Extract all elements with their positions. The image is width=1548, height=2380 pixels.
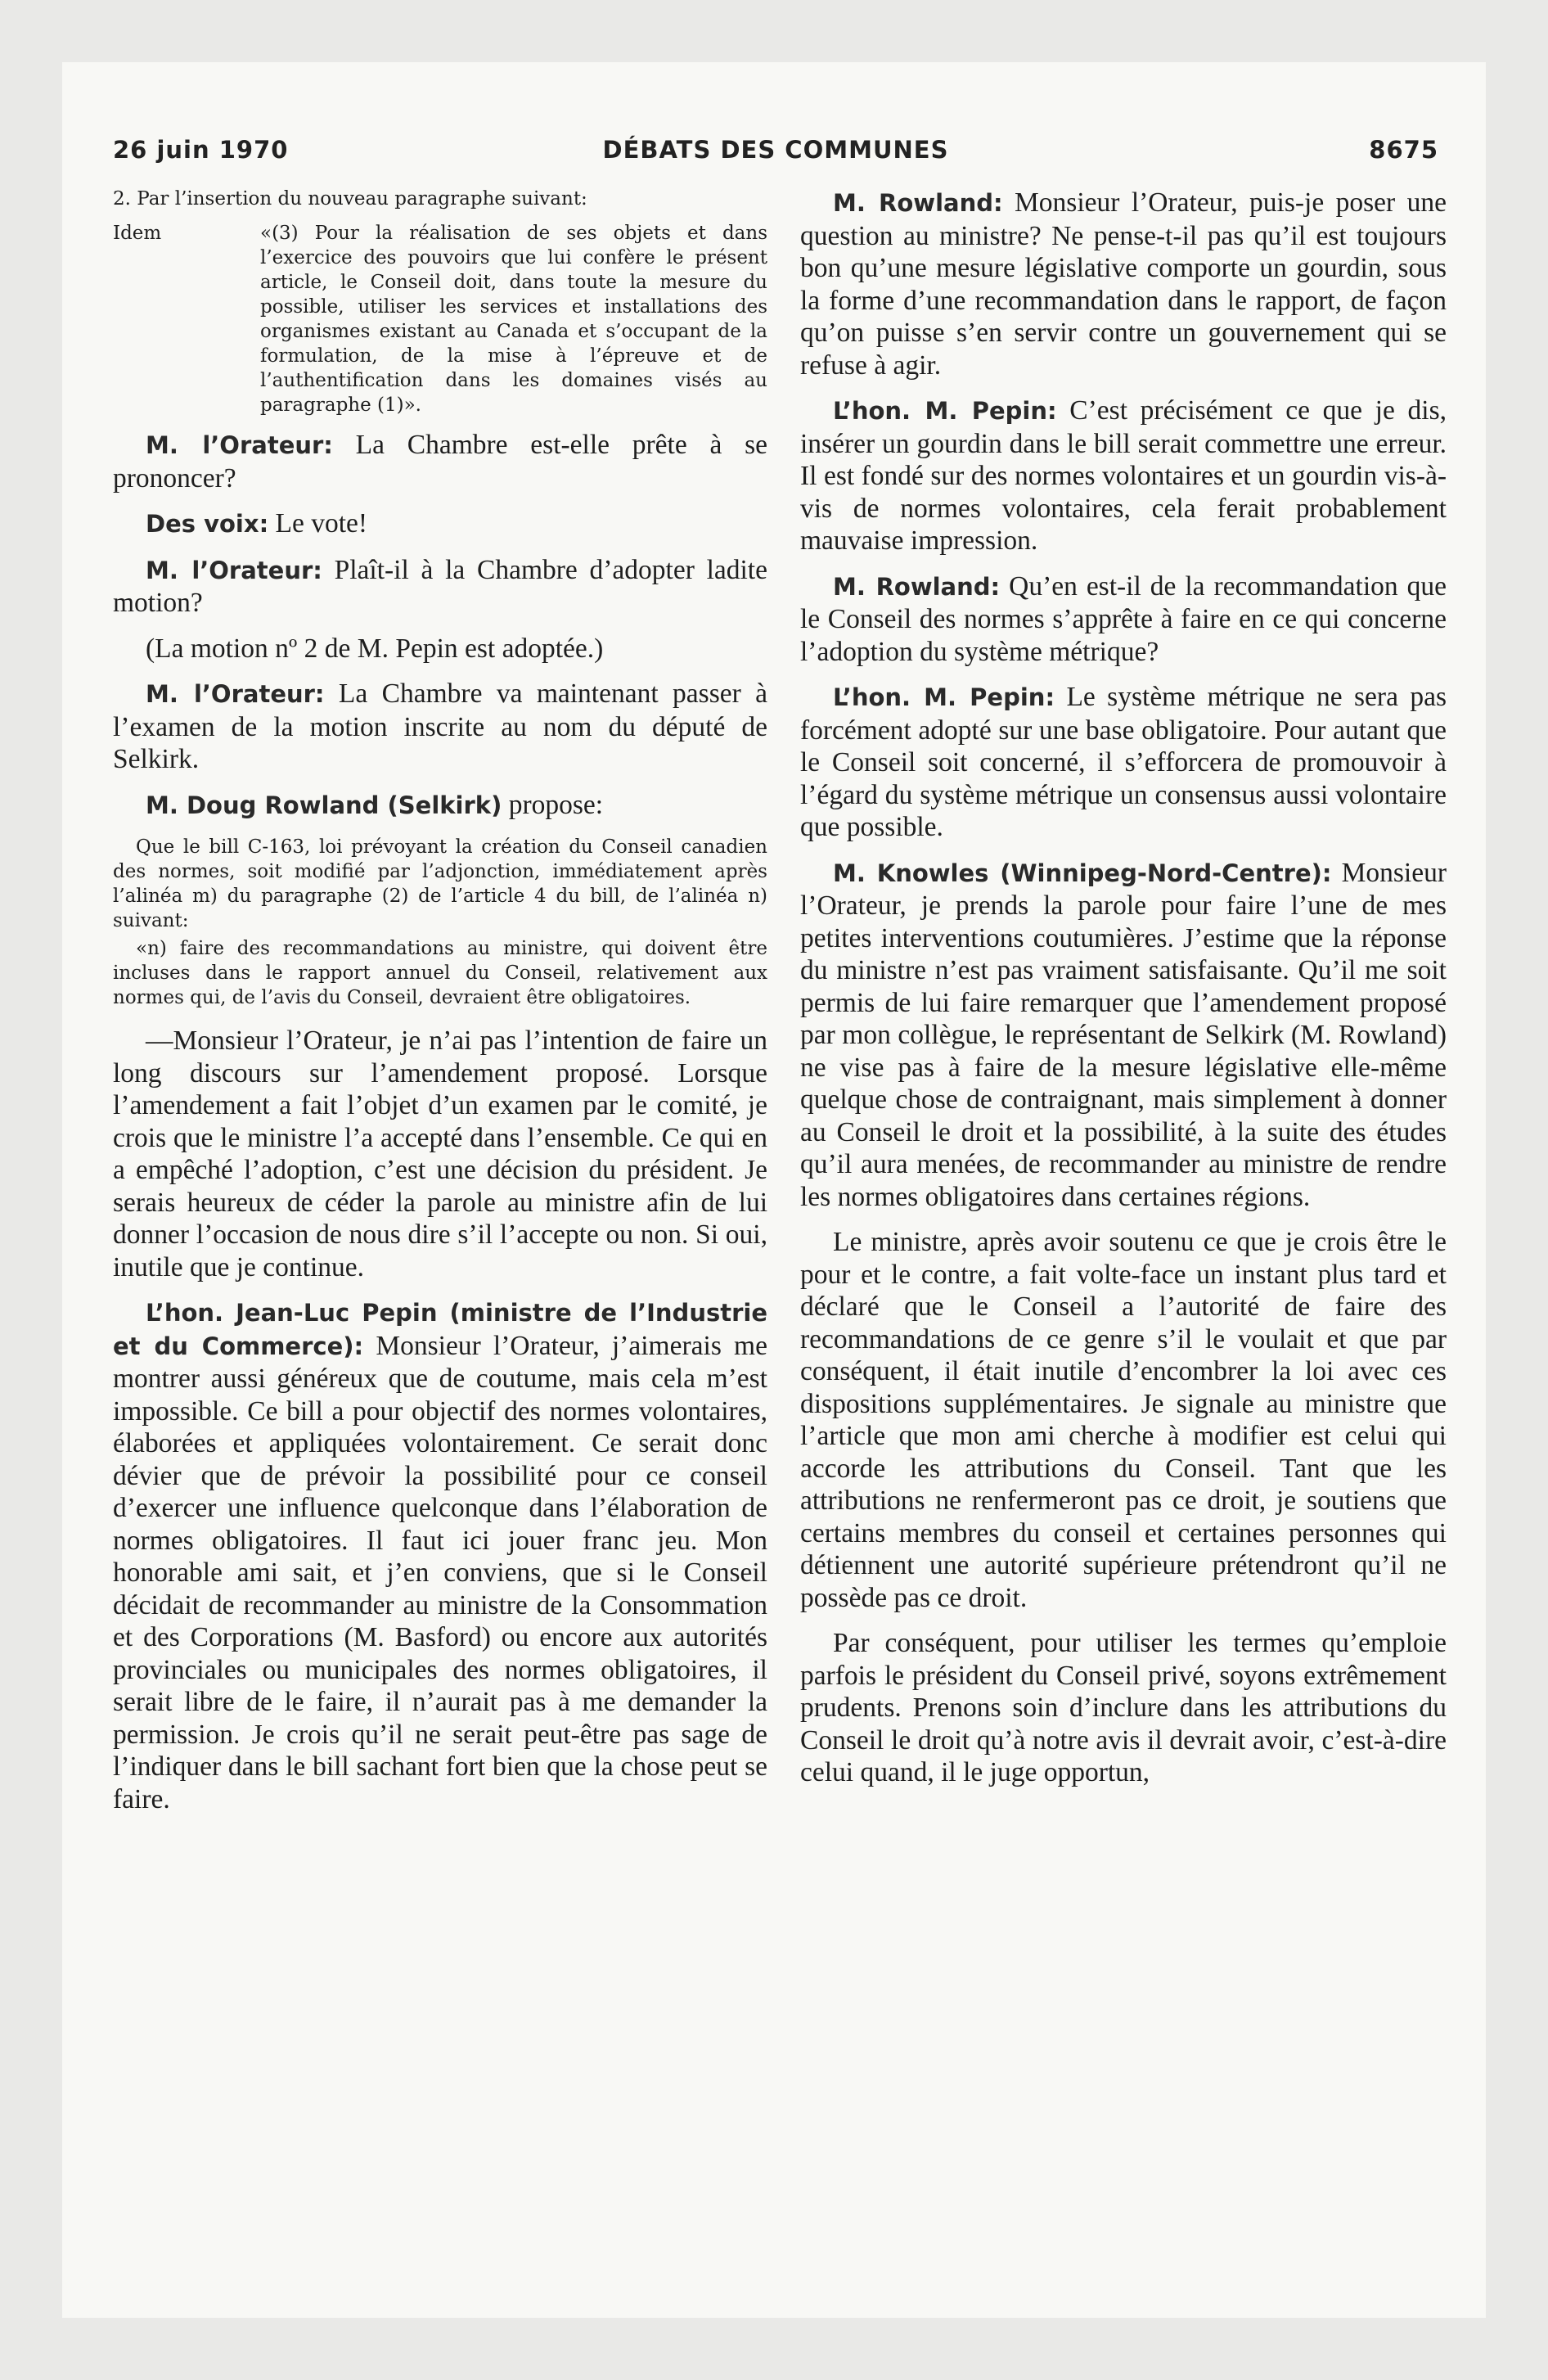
speech-text: Plaît-il à la Chambre d’adopter ladite motion? bbox=[113, 554, 767, 618]
header-title: DÉBATS DES COMMUNES bbox=[602, 136, 949, 164]
speaker-name: M. Rowland: bbox=[833, 572, 1001, 601]
speech-text: propose: bbox=[502, 789, 604, 820]
speaker-name: Des voix: bbox=[146, 510, 269, 538]
page-header bbox=[113, 136, 1438, 172]
idem-clause bbox=[113, 221, 767, 417]
right-column bbox=[800, 187, 1447, 1802]
amendment-clause: «n) faire des recommandations au ministre, qui doivent être incluses dans le rapport annuel du Conseil, relativement aux normes qui, de l’avis du Conseil, devraient être obligatoires. bbox=[113, 938, 767, 1008]
speech-text: Monsieur l’Orateur, puis-je poser une question au ministre? Ne pense-t-il pas qu’il est toujours bon qu’une mesure législative comporte un gourdin, sous la forme d’une recommandation dans le rapport, de façon qu’on puisse s’en servir contre un gouvernement qui se refuse à agir. bbox=[800, 187, 1447, 381]
speech-paragraph bbox=[113, 554, 767, 620]
speaker-name: M. Doug Rowland (Selkirk) bbox=[146, 791, 502, 819]
speech-paragraph: Le ministre, après avoir soutenu ce que je crois être le pour et le contre, a fait volte-face un instant plus tard et déclaré que le Conseil a l’autorité de faire des recommandations de ce genre s’il le voulait et que par conséquent, il était inutile d’encombrer la loi avec ces dispositions supplémentaires. Je signale au ministre que l’article que mon ami cherche à modifier est celui qui accorde les attributions du Conseil. Tant que les attributions ne renfermeront pas ce droit, je soutiens que certains membres du conseil et certaines personnes qui détiennent une autorité supérieure prétendront qu’il ne possède pas ce droit. bbox=[800, 1227, 1447, 1613]
amendment-text: Que le bill C-163, loi prévoyant la création du Conseil canadien des normes, soit modifié par l’adjonction, immédiatement après l’alinéa m) du paragraphe (2) de l’article 4 du bill, de l’alinéa n) suivant: bbox=[113, 836, 767, 931]
speech-paragraph bbox=[113, 507, 767, 541]
speech-text: Monsieur l’Orateur, j’aimerais me montrer aussi généreux que de coutume, mais cela m’est impossible. Ce bill a pour objectif des normes volontaires, élaborées et appliquées volontairement. Ce serait donc dévier que de prévoir la possibilité pour ce conseil d’exercer une influence quelconque dans l’élaboration de normes obligatoires. Il faut ici jouer franc jeu. Mon honorable ami sait, et j’en conviens, que si le Conseil décidait de recommander au ministre de la Consommation et des Corporations (M. Basford) ou encore aux autorités provinciales ou municipales des normes obligatoires, il serait libre de le faire, il n’aurait pas à me demander la permission. Je crois qu’il ne serait peut-être pas sage de l’indiquer dans le bill sachant fort bien que la chose peut se faire. bbox=[113, 1330, 767, 1814]
speaker-name: M. Knowles (Winnipeg-Nord-Centre): bbox=[833, 859, 1332, 887]
idem-label: Idem bbox=[113, 223, 162, 244]
speaker-name: L’hon. M. Pepin: bbox=[833, 397, 1057, 425]
insertion-intro: 2. Par l’insertion du nouveau paragraphe suivant: bbox=[113, 188, 587, 210]
speech-paragraph bbox=[113, 789, 767, 823]
speaker-name: L’hon. Jean-Luc Pepin (ministre de l’Industrie et du Commerce): bbox=[113, 1299, 767, 1360]
left-column bbox=[113, 187, 767, 1828]
speech-text: Qu’en est-il de la recommandation que le Conseil des normes s’apprête à faire en ce qui concerne l’adoption du système métrique? bbox=[800, 570, 1447, 667]
header-page-number: 8675 bbox=[1369, 136, 1438, 164]
speech-paragraph: Par conséquent, pour utiliser les termes qu’emploie parfois le président du Conseil privé, soyons extrêmement prudents. Prenons soin d’inclure dans les attributions du Conseil le droit qu’à notre avis il devrait avoir, c’est-à-dire celui quand, il le juge opportun, bbox=[800, 1628, 1447, 1787]
speech-text: La Chambre va maintenant passer à l’examen de la motion inscrite au nom du député de Selkirk. bbox=[113, 678, 768, 774]
speaker-name: M. Rowland: bbox=[833, 189, 1003, 217]
header-date: 26 juin 1970 bbox=[113, 136, 289, 164]
speaker-name: M. l’Orateur: bbox=[146, 680, 325, 708]
speech-paragraph: —Monsieur l’Orateur, je n’ai pas l’intention de faire un long discours sur l’amendement proposé. Lorsque l’amendement a fait l’objet d’un examen par le comité, je crois que le ministre l’a accepté dans l’ensemble. Ce qui en a empêché l’adoption, c’est une décision du président. Je serais heureux de céder la parole au ministre afin de lui donner l’occasion de nous dire s’il l’accepte ou non. Si oui, inutile que je continue. bbox=[113, 1025, 767, 1282]
speech-text: Le système métrique ne sera pas forcément adopté sur une base obligatoire. Pour autant que le Conseil soit concerné, il s’efforcera de promouvoir à l’égard du système métrique un consensus aussi volontaire que possible. bbox=[800, 682, 1447, 842]
procedural-note: (La motion nº 2 de M. Pepin est adoptée.) bbox=[146, 633, 604, 664]
speech-paragraph bbox=[113, 1296, 767, 1815]
idem-text: «(3) Pour la réalisation de ses objets et dans l’exercice des pouvoirs que lui confère le présent article, le Conseil doit, dans toute la mesure du possible, utiliser les services et installations des organismes existant au Canada et s’occupant de la formulation, de la mise à l’épreuve et de l’authentification dans les domaines visés au paragraphe (1)». bbox=[260, 223, 767, 416]
speech-paragraph bbox=[800, 681, 1447, 844]
speech-paragraph bbox=[800, 570, 1447, 669]
speaker-name: L’hon. M. Pepin: bbox=[833, 683, 1055, 711]
speaker-name: M. l’Orateur: bbox=[146, 556, 322, 584]
speech-paragraph bbox=[113, 678, 767, 776]
speech-paragraph bbox=[800, 187, 1447, 381]
speech-paragraph bbox=[113, 429, 767, 494]
speech-text: La Chambre est-elle prête à se prononcer? bbox=[113, 430, 767, 494]
speech-text: C’est précisément ce que je dis, insérer un gourdin dans le bill serait commettre une erreur. Il est fondé sur des normes volontaires et un gourdin vis-à-vis de normes volontaires, cela ferait probablement mauvaise impression. bbox=[800, 395, 1447, 556]
speech-paragraph bbox=[800, 394, 1447, 557]
speaker-name: M. l’Orateur: bbox=[146, 431, 333, 459]
speech-text: Le vote! bbox=[268, 508, 368, 539]
speech-paragraph bbox=[800, 857, 1447, 1214]
speech-text: Monsieur l’Orateur, je prends la parole pour faire l’une de mes petites interventions coutumières. J’estime que la réponse du ministre n’est pas vraiment satisfaisante. Qu’il me soit permis de lui faire remarquer que l’amendement proposé par mon collègue, le représentant de Selkirk (M. Rowland) ne vise pas à faire de la mesure législative elle-même quelque chose de contraignant, mais simplement à donner au Conseil le droit et la possibilité, à la suite des études qu’il aura menées, de recommander au ministre de rendre les normes obligatoires dans certaines régions. bbox=[800, 857, 1447, 1212]
